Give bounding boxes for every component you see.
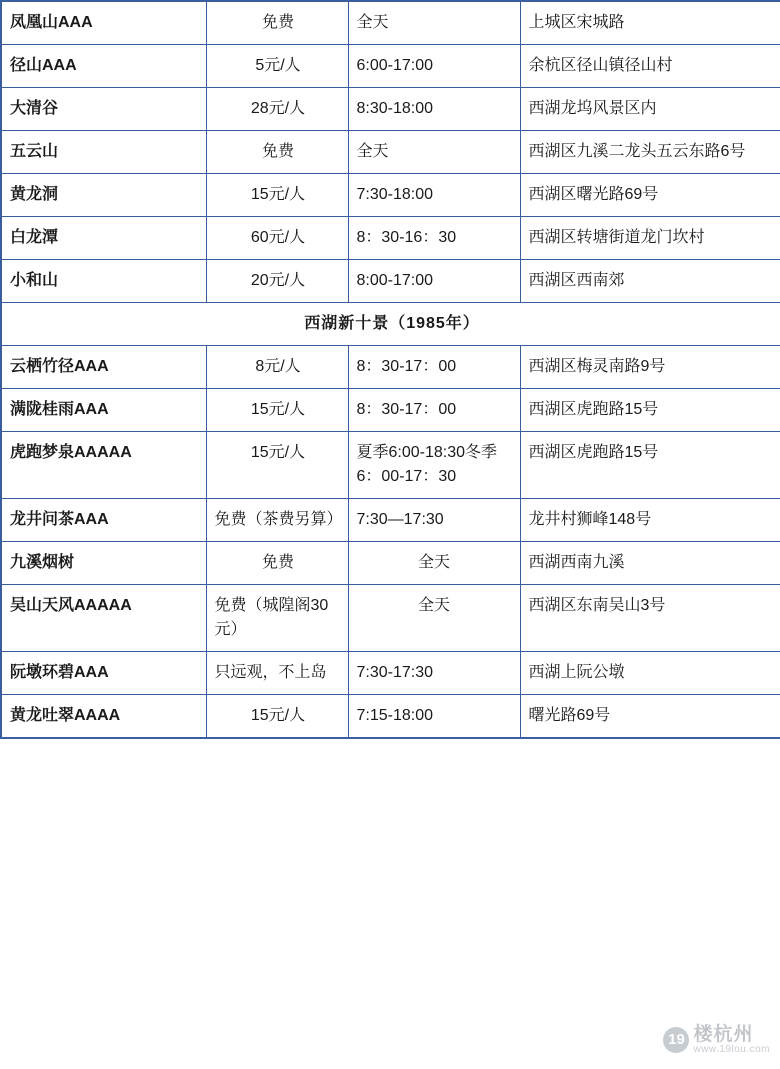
cell-hours: 8：30-17：00 <box>348 389 520 432</box>
table-row <box>1 88 780 131</box>
cell-price: 只远观，不上岛 <box>206 652 348 695</box>
cell-price: 免费 <box>206 542 348 585</box>
watermark-text <box>693 1025 770 1055</box>
cell-spot-name: 凤凰山AAA <box>1 1 206 45</box>
cell-price: 15元/人 <box>206 174 348 217</box>
cell-spot-name: 小和山 <box>1 260 206 303</box>
cell-address: 西湖上阮公墩 <box>520 652 780 695</box>
cell-hours: 全天 <box>348 585 520 652</box>
cell-address: 西湖西南九溪 <box>520 542 780 585</box>
cell-hours: 7:30—17:30 <box>348 499 520 542</box>
cell-hours: 8：30-17：00 <box>348 346 520 389</box>
cell-address: 西湖区东南吴山3号 <box>520 585 780 652</box>
cell-hours: 7:30-18:00 <box>348 174 520 217</box>
cell-address: 曙光路69号 <box>520 695 780 739</box>
table-row <box>1 389 780 432</box>
watermark-badge: 19 <box>663 1027 689 1053</box>
table-row <box>1 1 780 45</box>
table-row <box>1 542 780 585</box>
table-row <box>1 585 780 652</box>
cell-address: 西湖区九溪二龙头五云东路6号 <box>520 131 780 174</box>
cell-price: 8元/人 <box>206 346 348 389</box>
cell-price: 20元/人 <box>206 260 348 303</box>
cell-hours: 7:30-17:30 <box>348 652 520 695</box>
cell-hours: 8：30-16：30 <box>348 217 520 260</box>
cell-address: 西湖区曙光路69号 <box>520 174 780 217</box>
cell-hours: 7:15-18:00 <box>348 695 520 739</box>
cell-price: 免费（茶费另算） <box>206 499 348 542</box>
cell-spot-name: 龙井问茶AAA <box>1 499 206 542</box>
cell-spot-name: 白龙潭 <box>1 217 206 260</box>
table-row <box>1 260 780 303</box>
cell-price: 15元/人 <box>206 432 348 499</box>
cell-hours: 全天 <box>348 542 520 585</box>
cell-spot-name: 虎跑梦泉AAAAA <box>1 432 206 499</box>
cell-price: 28元/人 <box>206 88 348 131</box>
cell-address: 西湖区虎跑路15号 <box>520 432 780 499</box>
section-header-xihu-new-ten: 西湖新十景（1985年） <box>1 303 780 346</box>
cell-address: 龙井村狮峰148号 <box>520 499 780 542</box>
table-row <box>1 174 780 217</box>
cell-price: 免费 <box>206 131 348 174</box>
cell-spot-name: 黄龙吐翠AAAA <box>1 695 206 739</box>
cell-address: 西湖区梅灵南路9号 <box>520 346 780 389</box>
table-body <box>1 1 780 738</box>
cell-price: 15元/人 <box>206 389 348 432</box>
table-row <box>1 499 780 542</box>
table-row <box>1 695 780 739</box>
table-row <box>1 131 780 174</box>
cell-price: 5元/人 <box>206 45 348 88</box>
cell-price: 15元/人 <box>206 695 348 739</box>
cell-spot-name: 满陇桂雨AAA <box>1 389 206 432</box>
site-watermark <box>663 1025 770 1055</box>
cell-address: 西湖龙坞风景区内 <box>520 88 780 131</box>
cell-price: 免费（城隍阁30元） <box>206 585 348 652</box>
cell-hours: 全天 <box>348 131 520 174</box>
table-row <box>1 652 780 695</box>
cell-hours: 夏季6:00-18:30冬季6：00-17：30 <box>348 432 520 499</box>
cell-spot-name: 大清谷 <box>1 88 206 131</box>
cell-spot-name: 五云山 <box>1 131 206 174</box>
watermark-sub-text: www.19lou.com <box>693 1043 770 1055</box>
cell-hours: 8:00-17:00 <box>348 260 520 303</box>
cell-address: 西湖区西南郊 <box>520 260 780 303</box>
table-row <box>1 432 780 499</box>
table-section-row <box>1 303 780 346</box>
watermark-main-text: 楼杭州 <box>693 1023 754 1045</box>
cell-address: 西湖区转塘街道龙门坎村 <box>520 217 780 260</box>
cell-price: 60元/人 <box>206 217 348 260</box>
cell-spot-name: 吴山天风AAAAA <box>1 585 206 652</box>
table-row <box>1 217 780 260</box>
cell-hours: 6:00-17:00 <box>348 45 520 88</box>
cell-address: 余杭区径山镇径山村 <box>520 45 780 88</box>
cell-hours: 全天 <box>348 1 520 45</box>
cell-spot-name: 黄龙洞 <box>1 174 206 217</box>
cell-hours: 8:30-18:00 <box>348 88 520 131</box>
cell-address: 上城区宋城路 <box>520 1 780 45</box>
cell-address: 西湖区虎跑路15号 <box>520 389 780 432</box>
cell-spot-name: 九溪烟树 <box>1 542 206 585</box>
cell-spot-name: 云栖竹径AAA <box>1 346 206 389</box>
table-row <box>1 346 780 389</box>
table-row <box>1 45 780 88</box>
cell-spot-name: 径山AAA <box>1 45 206 88</box>
cell-spot-name: 阮墩环碧AAA <box>1 652 206 695</box>
cell-price: 免费 <box>206 1 348 45</box>
